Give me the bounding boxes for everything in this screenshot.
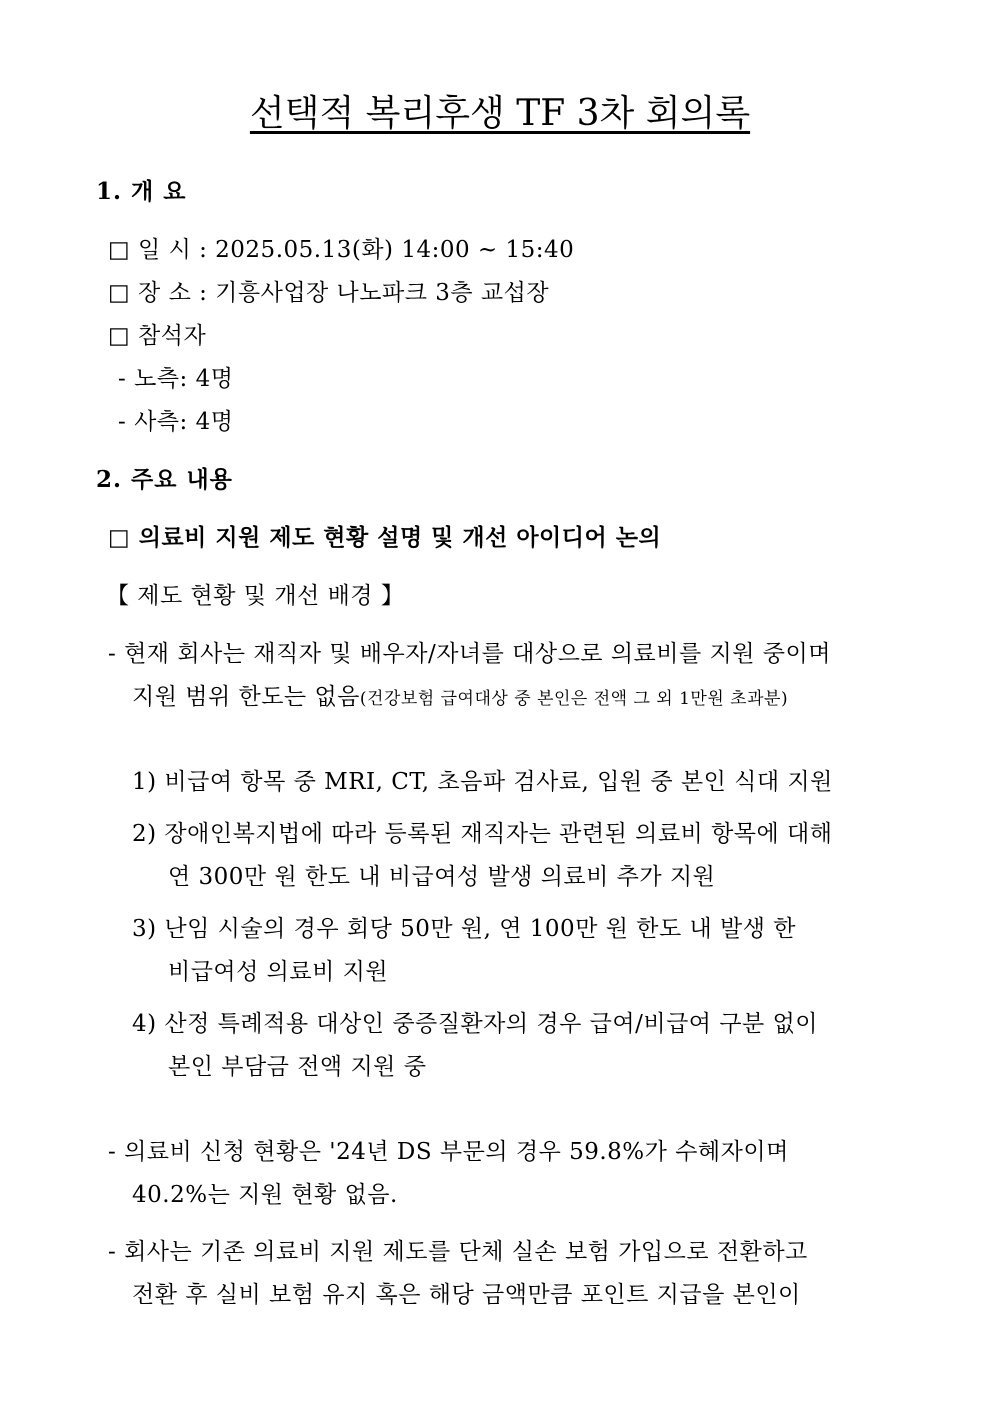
list-item-3-line-2: 비급여성 의료비 지원 — [168, 959, 389, 985]
paragraph-3-line-2: 전환 후 실비 보험 유지 혹은 해당 금액만큼 포인트 지급을 본인이 — [132, 1282, 801, 1308]
meeting-place: □ 장 소 : 기흥사업장 나노파크 3층 교섭장 — [108, 280, 550, 306]
meeting-date: □ 일 시 : 2025.05.13(화) 14:00 ~ 15:40 — [108, 237, 575, 263]
list-item-2-line-2: 연 300만 원 한도 내 비급여성 발생 의료비 추가 지원 — [168, 864, 716, 890]
section-2-heading: 2. 주요 내용 — [96, 466, 233, 493]
paragraph-1-line-1: - 현재 회사는 재직자 및 배우자/자녀를 대상으로 의료비를 지원 중이며 — [108, 641, 831, 667]
paragraph-1-main-text: 지원 범위 한도는 없음 — [132, 684, 360, 710]
list-item-1: 1) 비급여 항목 중 MRI, CT, 초음파 검사료, 입원 중 본인 식대 지원 — [132, 769, 833, 795]
list-item-3-line-1: 3) 난임 시술의 경우 회당 50만 원, 연 100만 원 한도 내 발생 한 — [132, 916, 796, 942]
paragraph-3-line-1: - 회사는 기존 의료비 지원 제도를 단체 실손 보험 가입으로 전환하고 — [108, 1239, 808, 1265]
paragraph-2-line-1: - 의료비 신청 현황은 '24년 DS 부문의 경우 59.8%가 수혜자이며 — [108, 1139, 789, 1165]
attendees-management: - 사측: 4명 — [118, 409, 234, 435]
document-title: 선택적 복리후생 TF 3차 회의록 — [249, 93, 751, 134]
subheading-background: 【 제도 현황 및 개선 배경 】 — [106, 583, 405, 609]
attendees-labor: - 노측: 4명 — [118, 366, 234, 392]
list-item-2-line-1: 2) 장애인복지법에 따라 등록된 재직자는 관련된 의료비 항목에 대해 — [132, 821, 833, 847]
attendees-label: □ 참석자 — [108, 323, 207, 349]
paragraph-1-note: (건강보험 급여대상 중 본인은 전액 그 외 1만원 초과분) — [359, 689, 789, 709]
discussion-topic: □ 의료비 지원 제도 현황 설명 및 개선 아이디어 논의 — [108, 524, 662, 551]
paragraph-2-line-2: 40.2%는 지원 현황 없음. — [132, 1182, 398, 1208]
paragraph-1-line-2 — [132, 682, 788, 714]
list-item-4-line-2: 본인 부담금 전액 지원 중 — [168, 1054, 427, 1080]
section-1-heading: 1. 개 요 — [96, 178, 187, 205]
list-item-4-line-1: 4) 산정 특례적용 대상인 중증질환자의 경우 급여/비급여 구분 없이 — [132, 1011, 819, 1037]
